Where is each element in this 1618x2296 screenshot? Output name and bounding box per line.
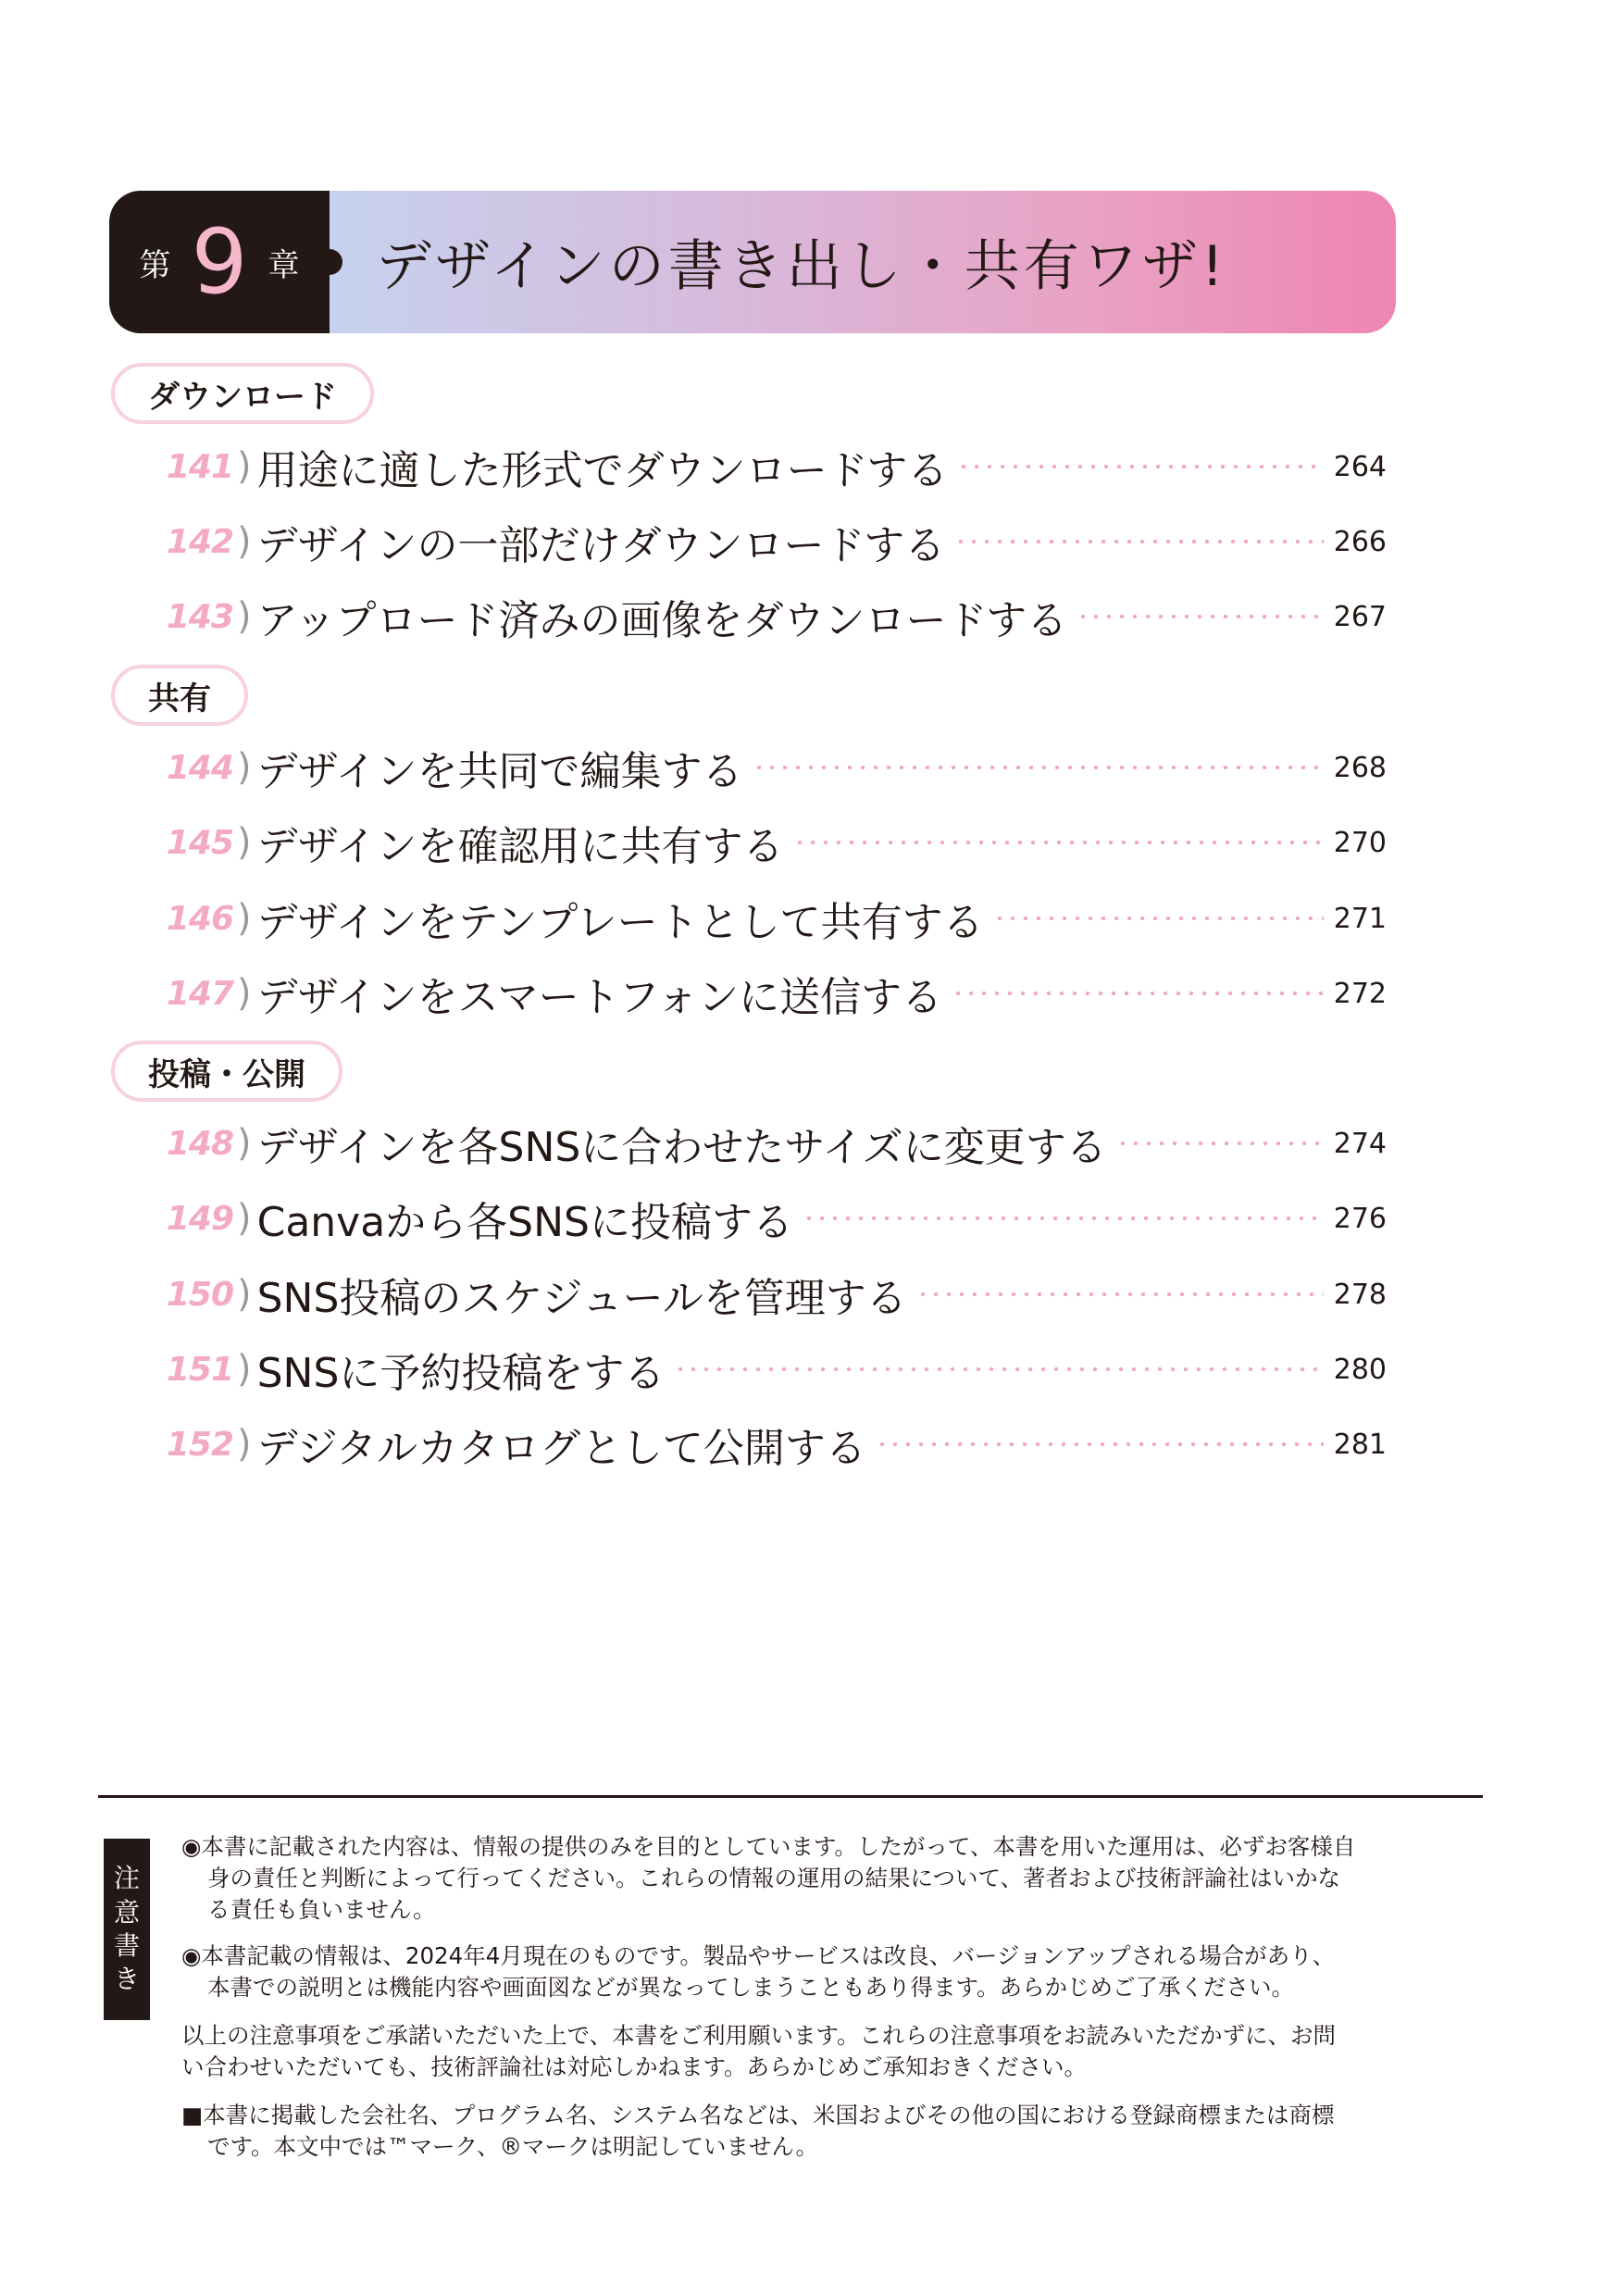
chapter-dot-icon (317, 249, 342, 275)
toc-item[interactable] (159, 437, 1387, 496)
toc-item-number: 152 (166, 1425, 233, 1464)
toc-item-number: 144 (166, 748, 233, 787)
dot-leader (957, 465, 1324, 468)
toc-paren: ) (237, 1273, 252, 1316)
toc-item[interactable] (159, 1265, 1387, 1324)
toc-item-page: 264 (1333, 450, 1387, 483)
toc-item-page: 270 (1333, 826, 1387, 859)
dot-leader (952, 992, 1324, 995)
chapter-title-area (330, 191, 1396, 333)
toc-item-title: 用途に適した形式でダウンロードする (256, 447, 949, 494)
toc-item-title: デジタルカタログとして公開する (256, 1425, 866, 1472)
toc-item-title: SNSに予約投稿をする (256, 1350, 666, 1397)
toc-item-page: 268 (1333, 751, 1387, 784)
toc-item[interactable] (159, 512, 1387, 571)
toc-item-title: デザインをスマートフォンに送信する (256, 974, 943, 1021)
toc-item-number: 142 (166, 522, 233, 561)
dot-leader (954, 540, 1324, 543)
toc-paren: ) (237, 1348, 252, 1391)
chapter-banner (109, 191, 1396, 333)
note-info-date (181, 1940, 1413, 2003)
toc-item-title: デザインをテンプレートとして共有する (256, 899, 984, 946)
toc-item-title: デザインを共同で編集する (256, 748, 743, 795)
toc-paren: ) (237, 821, 252, 864)
section-tag-post-publish: 投稿・公開 (111, 1041, 342, 1102)
chapter-badge (109, 191, 330, 333)
dot-leader (674, 1367, 1324, 1371)
notes-label (104, 1839, 150, 2020)
toc-item-page: 280 (1333, 1353, 1387, 1386)
toc-paren: ) (237, 972, 252, 1015)
toc-item-page: 271 (1333, 902, 1387, 935)
toc-item-title: デザインの一部だけダウンロードする (256, 522, 946, 569)
toc-item-title: アップロード済みの画像をダウンロードする (256, 597, 1068, 644)
note-trademark (181, 2100, 1413, 2163)
note-line: ◉本書記載の情報は、2024年4月現在のものです。製品やサービスは改良、バージョンアップされる場合があり、 (181, 1942, 1336, 1969)
section-tag-share: 共有 (111, 665, 248, 726)
notes-label-char: き (113, 1964, 140, 1995)
toc-item-number: 143 (166, 597, 233, 636)
dot-leader (1116, 1142, 1324, 1145)
toc-item-page: 272 (1333, 977, 1387, 1010)
dot-leader (993, 917, 1324, 920)
toc-paren: ) (237, 746, 252, 789)
section-tag-download: ダウンロード (111, 363, 374, 424)
dot-leader (1077, 615, 1324, 618)
toc-item-number: 151 (166, 1350, 233, 1389)
dot-leader (876, 1442, 1324, 1446)
toc-paren: ) (237, 595, 252, 638)
note-line: です。本文中では™マーク、®マークは明記していません。 (207, 2133, 819, 2160)
note-line: ■本書に掲載した会社名、プログラム名、システム名などは、米国およびその他の国における登録商標または商標 (181, 2102, 1335, 2128)
toc-item-page: 274 (1333, 1127, 1387, 1160)
toc-item[interactable] (159, 813, 1387, 872)
note-line: 本書での説明とは機能内容や画面図などが異なってしまうこともあり得ます。あらかじめご了承ください。 (207, 1974, 1295, 2001)
toc-item-page: 267 (1333, 600, 1387, 633)
toc-item[interactable] (159, 1114, 1387, 1173)
toc-paren: ) (237, 1423, 252, 1466)
toc-item[interactable] (159, 1340, 1387, 1399)
toc-item-number: 146 (166, 899, 233, 938)
toc-paren: ) (237, 1197, 252, 1240)
toc-item-number: 141 (166, 447, 233, 486)
note-line: い合わせいただいても、技術評論社は対応しかねます。あらかじめご承知おきください。 (181, 2053, 1088, 2080)
dot-leader (916, 1292, 1324, 1296)
toc-item-title: デザインを各SNSに合わせたサイズに変更する (256, 1124, 1107, 1171)
toc-item-title: デザインを確認用に共有する (256, 823, 784, 870)
toc-item-number: 150 (166, 1275, 233, 1314)
toc-item-title: SNS投稿のスケジュールを管理する (256, 1275, 907, 1322)
chapter-prefix: 第 (139, 246, 171, 284)
toc-item-page: 266 (1333, 525, 1387, 558)
toc-item-page: 276 (1333, 1202, 1387, 1235)
toc-item[interactable] (159, 1415, 1387, 1474)
note-line: ◉本書に記載された内容は、情報の提供のみを目的としています。したがって、本書を用いた運用は、必ずお客様自 (181, 1833, 1356, 1860)
notes-label-char: 注 (113, 1863, 140, 1894)
note-line: 以上の注意事項をご承諾いただいた上で、本書をご利用願います。これらの注意事項をお読みいただかずに、お問 (181, 2022, 1337, 2049)
notes-label-char: 意 (113, 1896, 140, 1928)
toc-paren: ) (237, 445, 252, 488)
dot-leader (803, 1217, 1324, 1220)
notes-label-char: 書 (113, 1930, 140, 1961)
note-disclaimer (181, 1831, 1413, 1926)
dot-leader (753, 766, 1324, 769)
chapter-number: 9 (191, 210, 248, 314)
note-acceptance (181, 2020, 1413, 2083)
chapter-suffix: 章 (268, 246, 300, 284)
toc-item-number: 149 (166, 1199, 233, 1238)
toc-item[interactable] (159, 964, 1387, 1023)
note-line: る責任も負いません。 (207, 1896, 436, 1923)
toc-item[interactable] (159, 587, 1387, 646)
toc-item-number: 148 (166, 1124, 233, 1163)
toc-item-number: 147 (166, 974, 233, 1013)
chapter-title: デザインの書き出し・共有ワザ! (376, 234, 1227, 299)
toc-paren: ) (237, 897, 252, 940)
toc-item-page: 278 (1333, 1278, 1387, 1311)
dot-leader (793, 841, 1324, 844)
toc-item-number: 145 (166, 823, 233, 862)
toc-item-title: Canvaから各SNSに投稿する (256, 1199, 793, 1246)
toc-item[interactable] (159, 1189, 1387, 1248)
footer-divider (98, 1795, 1483, 1798)
toc-paren: ) (237, 1122, 252, 1165)
toc-paren: ) (237, 520, 252, 563)
toc-item[interactable] (159, 738, 1387, 797)
toc-item-page: 281 (1333, 1428, 1387, 1461)
toc-item[interactable] (159, 889, 1387, 948)
note-line: 身の責任と判断によって行ってください。これらの情報の運用の結果について、著者および技術評論社はいかな (207, 1865, 1341, 1891)
